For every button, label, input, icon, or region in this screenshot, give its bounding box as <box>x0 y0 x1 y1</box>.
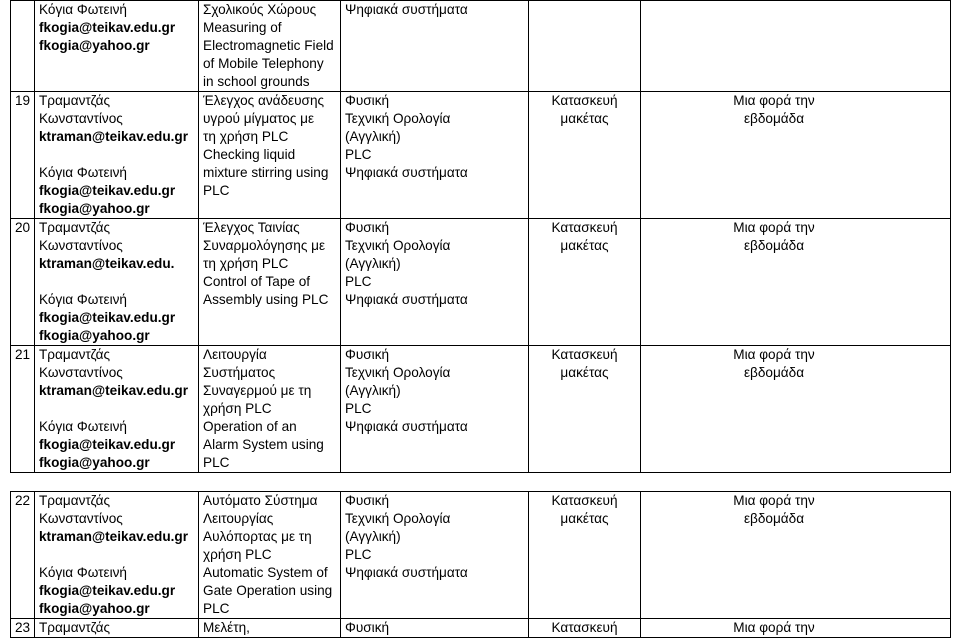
project-title-line: Λειτουργία <box>203 347 267 362</box>
knowledge-field-line: PLC <box>345 274 372 289</box>
row-number: 20 <box>11 219 35 346</box>
project-title-line: χρήση PLC <box>203 547 272 562</box>
table-row <box>11 1 951 92</box>
supervisors-cell <box>35 346 199 473</box>
supervisor-name: Κωνσταντίνος <box>39 111 123 126</box>
project-title-line: PLC <box>203 183 230 198</box>
supervisor-email: fkogia@yahoo.gr <box>39 201 150 216</box>
project-title-line: Checking liquid <box>203 147 296 162</box>
project-title-line: Gate Operation using <box>203 583 333 598</box>
knowledge-field-line: PLC <box>345 401 372 416</box>
knowledge-field-line: Ψηφιακά συστήματα <box>345 292 468 307</box>
knowledge-field-line: Φυσική <box>345 220 390 235</box>
meeting-frequency-wrap <box>719 492 829 528</box>
project-title-line: Αυλόπορτας με τη <box>203 529 312 544</box>
knowledge-fields-cell <box>341 92 529 219</box>
meeting-frequency-line: εβδομάδα <box>743 365 805 380</box>
row-number: 23 <box>11 619 35 638</box>
supervisor-name: Τραμαντζάς <box>39 347 111 362</box>
project-type-cell <box>529 492 641 619</box>
knowledge-field-line: (Αγγλική) <box>345 383 401 398</box>
meeting-frequency-wrap <box>719 346 829 382</box>
supervisor-name: Κόγια Φωτεινή <box>39 419 127 434</box>
supervisors-cell <box>35 619 199 638</box>
supervisor-name: Κόγια Φωτεινή <box>39 292 127 307</box>
supervisor-email: fkogia@yahoo.gr <box>39 601 150 616</box>
project-type-cell <box>529 219 641 346</box>
knowledge-field-line: PLC <box>345 147 372 162</box>
knowledge-field-line: Ψηφιακά συστήματα <box>345 419 468 434</box>
supervisors-cell <box>35 92 199 219</box>
knowledge-field-line: Τεχνική Ορολογία <box>345 511 451 526</box>
meeting-frequency-cell <box>641 346 951 473</box>
meeting-frequency-wrap <box>719 619 829 637</box>
row-number <box>11 1 35 92</box>
project-type-line: Κατασκευή <box>551 220 618 235</box>
meeting-frequency-cell <box>641 92 951 219</box>
project-title-line: Σχολικούς Χώρους <box>203 2 317 17</box>
meeting-frequency-wrap <box>719 219 829 255</box>
projects-table <box>10 0 951 638</box>
row-number: 21 <box>11 346 35 473</box>
project-type-line: Κατασκευή <box>551 620 618 635</box>
table-row <box>11 619 951 638</box>
project-type-cell <box>529 619 641 638</box>
meeting-frequency-cell <box>641 1 951 92</box>
supervisor-email: fkogia@yahoo.gr <box>39 328 150 343</box>
knowledge-field-line: (Αγγλική) <box>345 529 401 544</box>
project-title-cell <box>199 619 341 638</box>
supervisor-email: fkogia@teikav.edu.gr <box>39 310 176 325</box>
project-title-line: in school grounds <box>203 74 310 89</box>
line-gap <box>39 546 194 564</box>
knowledge-fields-cell <box>341 346 529 473</box>
project-type-line: μακέτας <box>560 365 609 380</box>
project-title-line: τη χρήση PLC <box>203 129 289 144</box>
knowledge-field-line: (Αγγλική) <box>345 256 401 271</box>
knowledge-fields-cell <box>341 492 529 619</box>
project-title-line: Έλεγχος ανάδευσης <box>203 93 325 108</box>
supervisor-name: Τραμαντζάς <box>39 220 111 235</box>
meeting-frequency-cell <box>641 619 951 638</box>
meeting-frequency-line: Μια φορά την <box>733 347 815 362</box>
supervisor-email: ktraman@teikav.edu.gr <box>39 529 188 544</box>
project-title-cell <box>199 346 341 473</box>
project-title-cell <box>199 92 341 219</box>
meeting-frequency-line: εβδομάδα <box>743 511 805 526</box>
knowledge-field-line: Φυσική <box>345 347 390 362</box>
project-title-line: Automatic System of <box>203 565 328 580</box>
project-title-line: χρήση PLC <box>203 401 272 416</box>
supervisor-name: Κόγια Φωτεινή <box>39 165 127 180</box>
meeting-frequency-line: Μια φορά την <box>733 620 815 635</box>
project-title-cell <box>199 219 341 346</box>
knowledge-field-line: Ψηφιακά συστήματα <box>345 2 468 17</box>
table-row <box>11 346 951 473</box>
knowledge-field-line: Ψηφιακά συστήματα <box>345 565 468 580</box>
supervisor-name: Κόγια Φωτεινή <box>39 565 127 580</box>
supervisor-name: Κωνσταντίνος <box>39 238 123 253</box>
projects-table-body <box>11 1 951 638</box>
project-title-line: Control of Tape of <box>203 274 311 289</box>
supervisors-cell <box>35 1 199 92</box>
project-type-cell <box>529 346 641 473</box>
table-row <box>11 219 951 346</box>
supervisor-email: fkogia@yahoo.gr <box>39 38 150 53</box>
meeting-frequency-line: εβδομάδα <box>743 111 805 126</box>
knowledge-fields-cell <box>341 619 529 638</box>
meeting-frequency-line: Μια φορά την <box>733 220 815 235</box>
project-type-cell <box>529 92 641 219</box>
supervisor-email: ktraman@teikav.edu.gr <box>39 129 188 144</box>
supervisor-email: fkogia@teikav.edu.gr <box>39 183 176 198</box>
supervisors-cell <box>35 492 199 619</box>
project-title-line: mixture stirring using <box>203 165 329 180</box>
knowledge-fields-cell <box>341 1 529 92</box>
project-type-line: μακέτας <box>560 511 609 526</box>
knowledge-field-line: Φυσική <box>345 493 390 508</box>
table-row <box>11 92 951 219</box>
knowledge-fields-cell <box>341 219 529 346</box>
knowledge-field-line: Τεχνική Ορολογία <box>345 238 451 253</box>
line-gap <box>39 400 194 418</box>
supervisor-name: Κωνσταντίνος <box>39 511 123 526</box>
supervisor-name: Κωνσταντίνος <box>39 365 123 380</box>
supervisor-name: Τραμαντζάς <box>39 620 111 635</box>
project-type-line: Κατασκευή <box>551 93 618 108</box>
meeting-frequency-line: Μια φορά την <box>733 493 815 508</box>
supervisor-email: fkogia@teikav.edu.gr <box>39 437 176 452</box>
knowledge-field-line: Τεχνική Ορολογία <box>345 365 451 380</box>
project-title-line: PLC <box>203 455 230 470</box>
supervisor-email: ktraman@teikav.edu.gr <box>39 383 188 398</box>
knowledge-field-line: PLC <box>345 547 372 562</box>
page-break-cell <box>11 473 951 492</box>
knowledge-field-line: (Αγγλική) <box>345 129 401 144</box>
supervisor-name: Κόγια Φωτεινή <box>39 2 127 17</box>
supervisors-cell <box>35 219 199 346</box>
row-number: 22 <box>11 492 35 619</box>
project-title-line: PLC <box>203 601 230 616</box>
project-title-cell <box>199 1 341 92</box>
project-title-line: Measuring of <box>203 20 282 35</box>
meeting-frequency-cell <box>641 219 951 346</box>
project-title-line: Electromagnetic Field <box>203 38 334 53</box>
project-type-cell <box>529 1 641 92</box>
project-type-line: μακέτας <box>560 238 609 253</box>
page-break-gap <box>11 473 951 492</box>
supervisor-email: ktraman@teikav.edu. <box>39 256 175 271</box>
project-title-line: Assembly using PLC <box>203 292 329 307</box>
meeting-frequency-wrap <box>719 92 829 128</box>
project-type-line: μακέτας <box>560 111 609 126</box>
project-title-line: Συναρμολόγησης με <box>203 238 326 253</box>
row-number: 19 <box>11 92 35 219</box>
knowledge-field-line: Τεχνική Ορολογία <box>345 111 451 126</box>
meeting-frequency-cell <box>641 492 951 619</box>
supervisor-name: Τραμαντζάς <box>39 493 111 508</box>
supervisor-email: fkogia@teikav.edu.gr <box>39 20 176 35</box>
project-title-line: Συναγερμού με τη <box>203 383 312 398</box>
table-row <box>11 492 951 619</box>
line-gap <box>39 146 194 164</box>
meeting-frequency-line: εβδομάδα <box>743 238 805 253</box>
knowledge-field-line: Ψηφιακά συστήματα <box>345 165 468 180</box>
project-title-line: Συστήματος <box>203 365 276 380</box>
project-title-cell <box>199 492 341 619</box>
project-title-line: τη χρήση PLC <box>203 256 289 271</box>
project-type-line: Κατασκευή <box>551 493 618 508</box>
project-type-line: Κατασκευή <box>551 347 618 362</box>
supervisor-email: fkogia@yahoo.gr <box>39 455 150 470</box>
project-title-line: Μελέτη, <box>203 620 250 635</box>
project-title-line: Λειτουργίας <box>203 511 274 526</box>
project-title-line: Έλεγχος Ταινίας <box>203 220 300 235</box>
project-title-line: Operation of an <box>203 419 297 434</box>
knowledge-field-line: Φυσική <box>345 93 390 108</box>
meeting-frequency-line: Μια φορά την <box>733 93 815 108</box>
knowledge-field-line: Φυσική <box>345 620 390 635</box>
supervisor-email: fkogia@teikav.edu.gr <box>39 583 176 598</box>
supervisor-name: Τραμαντζάς <box>39 93 111 108</box>
project-title-line: Αυτόματο Σύστημα <box>203 493 318 508</box>
project-title-line: Alarm System using <box>203 437 324 452</box>
project-title-line: of Mobile Telephony <box>203 56 324 71</box>
project-title-line: υγρού μίγματος με <box>203 111 315 126</box>
line-gap <box>39 273 194 291</box>
